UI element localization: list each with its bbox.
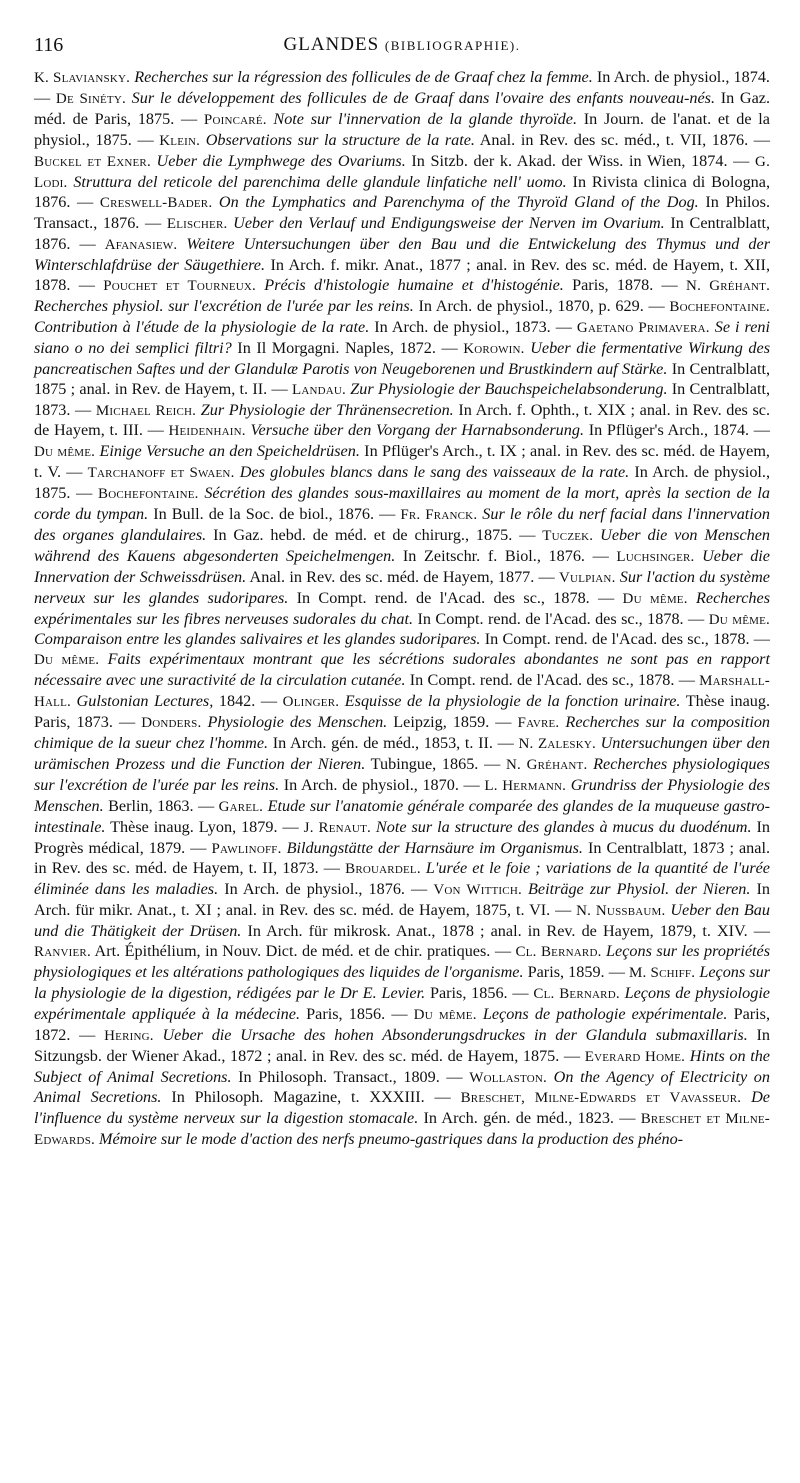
entry-source: In Zeitschr. f. Biol., 1876. — — [395, 546, 617, 565]
entry-title: L'urée et le foie ; variations de la quantité de l'urée éliminée dans les maladies. — [34, 859, 770, 899]
entry-title: Bildungstätte der Harnsäure im Organismus. — [281, 838, 583, 857]
bibliography-entry — [34, 650, 770, 689]
entry-title: Beiträge zur Physiol. der Nieren. — [521, 880, 751, 899]
entry-author: Breschet et Milne-Edwards. — [34, 1111, 770, 1149]
entry-title: On the Lymphatics and Parenchyma of the Thyroïd Gland of the Dog. — [212, 193, 699, 212]
entry-author: G. Lodi. — [34, 153, 771, 191]
entry-source: In Compt. rend. de l'Acad. des sc., 1878. — — [413, 609, 709, 628]
entry-title: Note sur l'innervation de la glande thyroïde. — [266, 109, 577, 128]
entry-author: Korowin. — [463, 340, 525, 357]
entry-author: J. Renaut. — [303, 819, 371, 836]
entry-title: Observations sur la structure de la rate. — [200, 130, 475, 149]
entry-source: In Arch. f. mikr. Anat., 1877 ; anal. in Rev. des sc. méd. de Hayem, t. XII, 1878. — — [34, 256, 770, 295]
entry-source: In Centralblatt, 1873 ; anal. in Rev. des sc. méd. de Hayem, t. II, 1873. — — [34, 838, 770, 878]
bibliography-entry — [103, 276, 686, 294]
entry-author: Bochefontaine. — [669, 298, 770, 315]
entry-title: Grundriss der Physiologie des Menschen. — [34, 775, 771, 815]
entry-author: Cl. Bernard. — [515, 944, 602, 961]
entry-title: Gulstonian Lectures, — [70, 692, 214, 711]
entry-title: Ueber die von Menschen während des Kauens abgesonderten Speichelmengen. — [34, 525, 771, 565]
entry-title: Zur Physiologie der Thränensecretion. — [196, 400, 454, 419]
entry-author: Brouardel. — [345, 861, 421, 878]
entry-author: Buckel et Exner. — [34, 153, 151, 170]
entry-author: N. Nussbaum. — [576, 903, 666, 920]
entry-title: On the Agency of Electricity on Animal Secretions. — [34, 1067, 770, 1107]
entry-source: In Progrès médical, 1879. — — [34, 817, 770, 857]
entry-title: Précis d'histologie humaine et d'histogénie. — [256, 276, 564, 295]
entry-author: Heidenhain. — [168, 423, 246, 440]
entry-author: L. Hermann. — [484, 777, 567, 794]
running-title — [34, 34, 770, 56]
bibliography-entry — [34, 942, 516, 960]
entry-author: Gaetano Primavera. — [576, 319, 710, 336]
entry-author: Du même. — [622, 590, 688, 607]
entry-source: In Arch. für mikr. Anat., t. XI ; anal. in Rev. des sc. méd. de Hayem, 1875, t. VI. — — [34, 880, 770, 920]
entry-source: In Arch. de physiol., 1874. — — [34, 68, 770, 107]
entry-title: Ueber den Verlauf und Endigungsweise der Nerven im Ovarium. — [227, 214, 665, 233]
entry-author: Creswell-Bader. — [99, 195, 213, 212]
entry-author: Landau. — [291, 381, 347, 398]
entry-source: Leipzig, 1859. — — [387, 713, 518, 732]
entry-source: In Journ. de l'anat. et de la physiol., 1875. — — [34, 109, 770, 149]
entry-title: Ueber die Innervation der Schweissdrüsen. — [34, 546, 770, 586]
entry-author: Fr. Franck. — [400, 507, 478, 524]
entry-title: Sécrétion des glandes sous-maxillaires au moment de la mort, après la section de la corde du tympan. — [34, 484, 770, 524]
entry-author: Du même. — [34, 444, 96, 461]
entry-source: Art. Épithélium, in Nouv. Dict. de méd. et de chir. pratiques. — — [90, 942, 516, 961]
entry-title: Leçons de pathologie expérimentale. — [476, 1004, 728, 1023]
entry-source: In Arch. gén. de méd., 1823. — — [418, 1109, 641, 1128]
entry-source: In Sitzungsb. der Wiener Akad., 1872 ; anal. in Rev. des sc. méd. de Hayem, 1875. — — [34, 1025, 771, 1065]
entry-author: Tuczek. — [542, 527, 594, 544]
entry-title: Ueber die fermentative Wirkung des pancreatischen Saftes und der Glandulæ Parotis von Neugeborenen und Brustkindern auf Stärke. — [34, 338, 770, 378]
entry-source: In Rivista clinica di Bologna, 1876. — — [34, 172, 770, 212]
entry-author: Michael Reich. — [95, 402, 197, 419]
entry-source: Berlin, 1863. — — [103, 796, 219, 815]
entry-title: Se i reni siano o no dei semplici filtri? — [34, 317, 770, 357]
entry-source: In Centralblatt, 1876. — — [34, 214, 770, 254]
entry-source: In Pflüger's Arch., 1874. — — [584, 421, 770, 440]
entry-title: Faits expérimentaux montrant que les sécrétions sudorales abondantes ne sont pas en rapport nécessaire avec une suractivité de la circulation cutanée. — [34, 650, 770, 690]
entry-source: Tubingue, 1865. — — [365, 754, 506, 773]
entry-source: In Bull. de la Soc. de biol., 1876. — — [148, 505, 401, 524]
entry-author: Poincaré. — [203, 111, 267, 128]
entry-source: In Gaz. hebd. de méd. et de chirurg., 1875. — — [206, 525, 543, 544]
entry-title: Sur l'action du système nerveux sur les glandes sudoripares. — [34, 567, 770, 607]
entry-title: Sur le développement des follicules de de Graaf dans l'ovaire des enfants nouveau-nés. — [125, 88, 716, 107]
entry-author: Von Wittich. — [433, 882, 522, 899]
entry-title: Untersuchungen über den urämischen Prozess und die Function der Nieren. — [34, 734, 771, 773]
entry-author: Everard Home. — [584, 1048, 686, 1065]
entry-title: Ueber die Lymphwege des Ovariums. — [150, 151, 406, 170]
entry-author: Elischer. — [166, 216, 228, 233]
entry-author: Du même. — [413, 1006, 477, 1023]
entry-source: In Arch. für mikrosk. Anat., 1878 ; anal. in Rev. de Hayem, 1879, t. XIV. — — [241, 922, 770, 941]
entry-source: In Pflüger's Arch., t. IX ; anal. in Rev. des sc. méd. de Hayem, t. V. — — [34, 442, 770, 482]
bibliography-entry — [34, 152, 755, 170]
entry-title: Sur le rôle du nerf facial dans l'innervation des organes glandulaires. — [34, 505, 770, 544]
entry-title: Comparaison entre les glandes salivaires et les glandes sudoripares. — [34, 630, 481, 649]
entry-title: Ueber den Bau und die Thätigkeit der Drüsen. — [34, 901, 770, 941]
entry-title: Versuche über den Vorgang der Harnabsonderung. — [245, 421, 584, 440]
entry-author: Du même. — [34, 652, 100, 669]
entry-title: Weitere Untersuchungen über den Bau und die Entwickelung des Thymus und der Winterschlafdrüse der Säugethiere. — [34, 235, 771, 275]
entry-source: Anal. in Rev. des sc. méd. de Hayem, 1877. — — [246, 567, 560, 586]
bibliography-entry — [168, 421, 770, 439]
entry-source: In Philosoph. Transact., 1809. — — [231, 1067, 470, 1086]
bibliography-entry — [159, 131, 770, 149]
entry-title: Recherches physiol. sur l'excrétion de l'urée par les reins. — [34, 296, 414, 315]
entry-source: In Sitzb. der k. Akad. der Wiss. in Wien, 1874. — — [405, 151, 756, 170]
entry-source: In Arch. de physiol., 1870, p. 629. — — [413, 296, 670, 315]
page — [34, 34, 770, 1151]
entry-author: Afanasiew. — [104, 237, 178, 254]
entry-source: In Compt. rend. de l'Acad. des sc., 1878. — — [288, 588, 623, 607]
entry-title: Physiologie des Menschen. — [201, 713, 388, 732]
entry-author: Favre. — [517, 715, 560, 732]
entry-source: 1842. — — [213, 692, 283, 711]
entry-title: Struttura del reticole del parenchima delle glandule linfatiche nell' uomo. — [67, 172, 567, 191]
entry-title: Hints on the Subject of Animal Secretions. — [34, 1046, 770, 1086]
entry-title: Etude sur l'anatomie générale comparée des glandes de la muqueuse gastro-intestinale. — [34, 796, 770, 836]
entry-source: In Il Morgagni. Naples, 1872. — — [231, 338, 464, 357]
entry-author: Bochefontaine. — [98, 486, 199, 503]
entry-title: Einige Versuche an den Speicheldrüsen. — [95, 442, 360, 461]
bibliography-text — [34, 68, 770, 1151]
entry-source: Paris, 1878. — — [563, 276, 687, 295]
entry-source: In Compt. rend. de l'Acad. des sc., 1878. — — [405, 671, 700, 690]
entry-source: In Philos. Transact., 1876. — — [34, 193, 770, 233]
entry-author: Cl. Bernard. — [533, 985, 620, 1002]
running-title-main: GLANDES — [283, 34, 380, 55]
entry-source: In Arch. de physiol., 1873. — — [369, 317, 577, 336]
entry-author: Luchsinger. — [616, 548, 695, 565]
entry-author: Ranvier. — [34, 944, 91, 961]
entry-author: Tarchanoff et Swaen. — [87, 465, 235, 482]
entry-source: Paris, 1856. — — [300, 1004, 414, 1023]
entry-author: De Sinéty. — [55, 90, 126, 107]
entry-title: Leçons sur les propriétés physiologiques et les altérations pathologiques des liquides de l'organisme. — [34, 942, 770, 981]
entry-title: Recherches sur la régression des follicules de de Graaf chez la femme. — [130, 68, 593, 86]
entry-source: Anal. in Rev. des sc. méd., t. VII, 1876. — — [474, 130, 770, 149]
entry-author: K. Slaviansky. — [34, 70, 131, 86]
entry-title: Zur Physiologie der Bauchspeichelabsonderung. — [346, 379, 668, 398]
entry-author: Du même. — [708, 611, 770, 628]
entry-source: Paris, 1856. — — [425, 983, 534, 1002]
entry-title: De l'influence du système nerveux sur la digestion stomacale. — [34, 1088, 770, 1128]
entry-title: Contribution à l'étude de la physiologie de la rate. — [34, 317, 370, 336]
entry-author: Klein. — [159, 132, 201, 149]
entry-title: Recherches expérimentales sur les fibres nerveuses sudorales du chat. — [34, 588, 770, 628]
entry-author: Breschet, Milne-Edwards et Vavasseur. — [460, 1090, 742, 1107]
entry-source: Thèse inaug. Paris, 1873. — — [34, 692, 771, 732]
entry-author: Vulpian. — [559, 569, 616, 586]
entry-source: In Compt. rend. de l'Acad. des sc., 1878. — — [480, 630, 770, 649]
entry-author: Donders. — [141, 715, 202, 732]
entry-source: Paris, 1859. — — [523, 962, 630, 981]
entry-source: In Arch. gén. de méd., 1853, t. II. — — [268, 734, 519, 752]
entry-title: Leçons de physiologie expérimentale appliquée à la médecine. — [34, 983, 770, 1023]
entry-title: Mémoire sur le mode d'action des nerfs pneumo-gastriques dans la production des phéno- — [94, 1130, 684, 1149]
entry-source: In Arch. de physiol., 1875. — — [34, 463, 771, 503]
entry-author: Wollaston. — [469, 1069, 548, 1086]
entry-author: M. Schiff. — [629, 964, 696, 981]
entry-source: In Arch. de physiol., 1870. — — [279, 775, 485, 794]
entry-author: N. Gréhant. — [506, 756, 588, 773]
entry-title: Leçons sur la physiologie de la digestion, rédigées par le Dr E. Levier. — [34, 962, 770, 1002]
page-number: 116 — [34, 34, 64, 56]
entry-author: Hering. — [104, 1027, 154, 1044]
entry-title: Recherches sur la composition chimique de la sueur chez l'homme. — [34, 713, 771, 752]
entry-title: Ueber die Ursache des hohen Absonderungsdruckes in der Glandula submaxillaris. — [153, 1025, 748, 1044]
entry-author: Pawlinoff. — [211, 840, 282, 857]
entry-source: Thèse inaug. Lyon, 1879. — — [105, 817, 304, 836]
entry-title: Esquisse de la physiologie de la fonction urinaire. — [339, 692, 681, 711]
bibliography-entry — [141, 713, 517, 731]
entry-title: Recherches physiologiques sur l'excrétion de l'urée par les reins. — [34, 754, 770, 794]
entry-source: In Centralblatt, 1873. — — [34, 379, 771, 419]
entry-source: In Arch. de physiol., 1876. — — [218, 880, 434, 899]
entry-title: Des globules blancs dans le sang des vaisseaux de la rate. — [234, 463, 630, 482]
entry-source: In Gaz. méd. de Paris, 1875. — — [34, 88, 771, 128]
entry-author: Garel. — [218, 798, 264, 815]
entry-author: Olinger. — [282, 694, 340, 711]
running-title-subtitle: (BIBLIOGRAPHIE). — [384, 38, 521, 53]
entry-title: Note sur la structure des glandes à mucus du duodénum. — [370, 817, 752, 836]
page-header — [34, 34, 770, 64]
entry-source: In Arch. f. Ophth., t. XIX ; anal. in Rev. des sc. de Hayem, t. III. — — [34, 400, 770, 440]
entry-source: Paris, 1872. — — [34, 1004, 771, 1044]
entry-author: N. Zalesky. — [518, 736, 596, 752]
entry-author: Marshall-Hall. — [34, 673, 770, 711]
entry-source: In Philosoph. Magazine, t. XXXIII. — — [161, 1088, 461, 1107]
entry-author: Pouchet et Tourneux. — [103, 278, 257, 295]
entry-source: In Centralblatt, 1875 ; anal. in Rev. de Hayem, t. II. — — [34, 359, 770, 398]
entry-author: N. Gréhant. — [686, 278, 771, 295]
